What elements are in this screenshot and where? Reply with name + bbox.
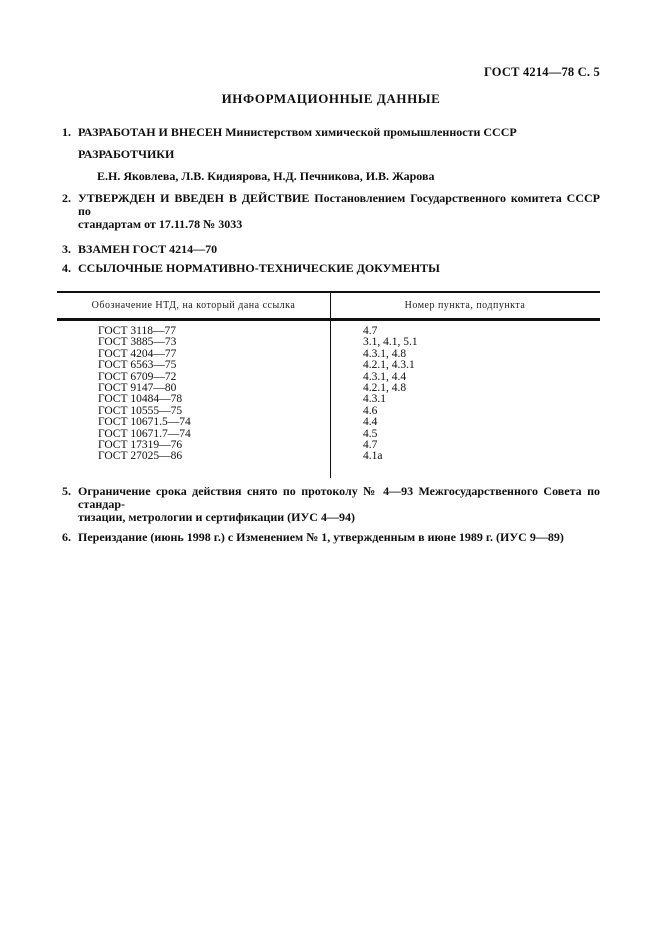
clauses-cell: 4.1а (363, 450, 383, 463)
ntd-cell: ГОСТ 17319—76 (98, 439, 183, 452)
clauses-cell: 4.2.1, 4.8 (363, 382, 407, 395)
table-body (57, 321, 600, 478)
table-row (57, 360, 600, 371)
item-4-text: ССЫЛОЧНЫЕ НОРМАТИВНО-ТЕХНИЧЕСКИЕ ДОКУМЕНТЫ (78, 261, 440, 275)
ntd-cell: ГОСТ 10555—75 (98, 404, 183, 417)
item-1-number: 1. (62, 125, 71, 139)
table-column-divider (330, 293, 331, 478)
clauses-cell: 4.6 (363, 404, 378, 417)
ntd-cell: ГОСТ 10671.5—74 (98, 416, 191, 429)
page-number-header: ГОСТ 4214—78 С. 5 (483, 65, 600, 79)
list-item-5 (62, 485, 600, 524)
item-5-text-line-1: Ограничение срока действия снято по протоколу № 4—93 Межгосударственного Совета по стандар- (78, 483, 600, 511)
table-header-clauses: Номер пункта, подпункта (404, 300, 526, 311)
ntd-cell: ГОСТ 10671.7—74 (98, 427, 191, 440)
page-content (62, 66, 600, 544)
clauses-cell: 4.2.1, 4.3.1 (363, 359, 415, 372)
item-2-number: 2. (62, 191, 71, 205)
section-title: ИНФОРМАЦИОННЫЕ ДАННЫЕ (221, 91, 441, 106)
ntd-cell: ГОСТ 3118—77 (98, 325, 176, 337)
ntd-cell: ГОСТ 3885—73 (98, 336, 177, 349)
list-item-6 (62, 531, 600, 544)
table-row (57, 417, 600, 428)
item-5-text-line-2: тизации, метрологии и сертификации (ИУС 4—94) (78, 509, 355, 524)
list-item-2 (62, 192, 600, 231)
table-header-row (57, 293, 600, 321)
item-6-text: Переиздание (июнь 1998 г.) с Изменением № 1, утвержденным в июне 1989 г. (ИУС 9—89) (78, 529, 564, 544)
ntd-cell: ГОСТ 4204—77 (98, 347, 177, 360)
clauses-cell: 3.1, 4.1, 5.1 (363, 336, 418, 349)
list-item-1 (62, 126, 600, 183)
ntd-cell: ГОСТ 6709—72 (98, 370, 177, 383)
list-item-4 (62, 262, 600, 275)
item-2-text-line-2: стандартам от 17.11.78 № 3033 (78, 217, 243, 231)
developers-subheading: РАЗРАБОТЧИКИ (78, 147, 175, 161)
ntd-cell: ГОСТ 9147—80 (98, 382, 177, 395)
item-2-text-line-1: УТВЕРЖДЕН И ВВЕДЕН В ДЕЙСТВИЕ Постановлением Государственного комитета СССР по (78, 191, 600, 218)
item-3-text: ВЗАМЕН ГОСТ 4214—70 (78, 242, 218, 256)
clauses-cell: 4.3.1 (363, 393, 386, 406)
developers-names: Е.Н. Яковлева, Л.В. Кидиярова, Н.Д. Печникова, И.В. Жарова (97, 169, 435, 183)
clauses-cell: 4.3.1, 4.4 (363, 370, 407, 383)
ntd-cell: ГОСТ 27025—86 (98, 450, 183, 463)
ntd-cell: ГОСТ 6563—75 (98, 359, 177, 372)
clauses-cell: 4.4 (363, 416, 378, 429)
clauses-cell: 4.5 (363, 427, 378, 440)
item-3-number: 3. (62, 242, 71, 256)
clauses-cell: 4.3.1, 4.8 (363, 347, 407, 360)
references-table (57, 291, 600, 478)
table-row (57, 451, 600, 462)
item-6-number: 6. (62, 529, 71, 544)
item-1-text: РАЗРАБОТАН И ВНЕСЕН Министерством химической промышленности СССР (78, 125, 517, 139)
list-item-3 (62, 243, 600, 256)
clauses-cell: 4.7 (363, 325, 378, 337)
item-5-number: 5. (62, 483, 71, 498)
item-4-number: 4. (62, 261, 71, 275)
clauses-cell: 4.7 (363, 439, 378, 452)
ntd-cell: ГОСТ 10484—78 (98, 393, 183, 406)
table-header-ntd: Обозначение НТД, на который дана ссылка (91, 300, 296, 311)
